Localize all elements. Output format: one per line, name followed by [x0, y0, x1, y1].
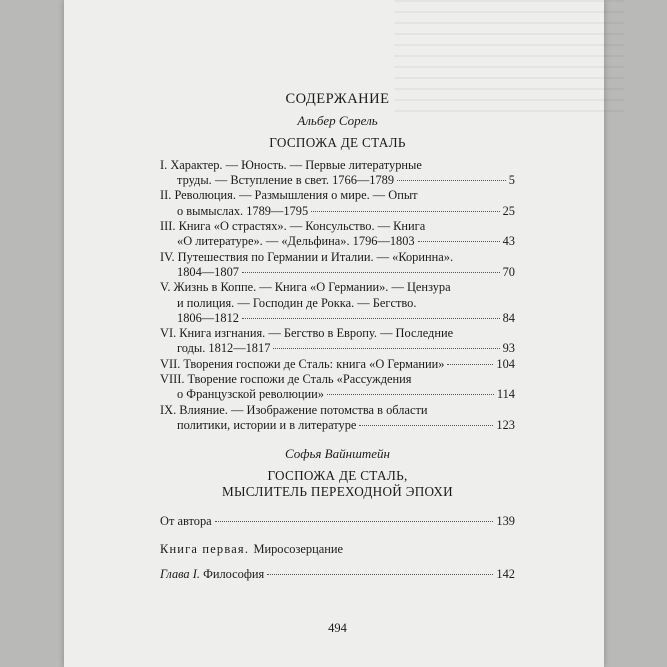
- toc-entry-last-line: «О литературе». — «Дельфина». 1796—1803: [177, 234, 415, 249]
- section2-title: [160, 468, 515, 500]
- contents-column: [160, 92, 515, 582]
- toc-entry-line: VIII. Творение госпожи де Сталь «Рассуждения: [160, 372, 412, 387]
- dot-leader: [242, 318, 500, 319]
- dot-leader: [359, 425, 493, 426]
- toc-entry[interactable]: [160, 158, 515, 189]
- toc-entry-last-line: годы. 1812—1817: [177, 341, 271, 356]
- toc-entry[interactable]: [160, 372, 515, 403]
- dot-leader: [215, 521, 494, 522]
- dot-leader: [418, 241, 500, 242]
- toc-entry[interactable]: [160, 326, 515, 357]
- chapter-page: 142: [496, 567, 515, 582]
- chapter-title: Философия: [203, 567, 265, 582]
- toc-entry-line: V. Жизнь в Коппе. — Книга «О Германии». — Цензура: [160, 280, 451, 295]
- toc-entry-last-line: о Французской революции»: [177, 387, 324, 402]
- toc-entry-page: 70: [502, 264, 515, 279]
- section2-author: Софья Вайнштейн: [284, 446, 390, 462]
- toc-entry-page: 123: [496, 417, 515, 432]
- from-author-page: 139: [496, 513, 515, 528]
- toc-entry-page: 84: [502, 310, 515, 325]
- chapter-label: Глава I.: [160, 567, 200, 582]
- toc-entry-page: 104: [496, 356, 515, 371]
- toc-entry-line: и полиция. — Господин де Рокка. — Бегство.: [177, 295, 417, 310]
- dot-leader: [397, 180, 506, 181]
- toc-entry-line: IV. Путешествия по Германии и Италии. — «Коринна».: [160, 249, 454, 264]
- toc-entry-line: IX. Влияние. — Изображение потомства в области: [160, 402, 428, 417]
- contents-heading: СОДЕРЖАНИЕ: [285, 91, 390, 107]
- section2-title-line1: ГОСПОЖА ДЕ СТАЛЬ,: [267, 467, 408, 483]
- toc-entry-last-line: о вымыслах. 1789—1795: [177, 203, 309, 218]
- toc-entry-page: 93: [502, 341, 515, 356]
- toc-entry-last-line: 1804—1807: [177, 264, 239, 279]
- section1-title: ГОСПОЖА ДЕ СТАЛЬ: [269, 134, 406, 150]
- toc-entry-last-line: VII. Творения госпожи де Сталь: книга «О Германии»: [160, 356, 445, 371]
- toc-entry-last-line: 1806—1812: [177, 310, 239, 325]
- toc-entry-page: 5: [508, 173, 515, 188]
- dot-leader: [447, 364, 493, 365]
- toc-entry-page: 25: [502, 203, 515, 218]
- toc-entry[interactable]: [160, 219, 515, 250]
- toc-entry-line: III. Книга «О страстях». — Консульство. — Книга: [160, 219, 426, 234]
- chapter-entry[interactable]: [160, 567, 515, 582]
- toc-entry-page: 43: [502, 234, 515, 249]
- section1-author: Альбер Сорель: [297, 113, 378, 129]
- from-author-entry[interactable]: [160, 514, 515, 529]
- toc-entry-line: I. Характер. — Юность. — Первые литературные: [160, 157, 422, 172]
- section1-entries: [160, 158, 515, 433]
- dot-leader: [311, 211, 499, 212]
- part-heading: [160, 542, 515, 557]
- toc-entry-last-line: труды. — Вступление в свет. 1766—1789: [177, 173, 395, 188]
- toc-entry[interactable]: [160, 403, 515, 434]
- toc-entry-line: VI. Книга изгнания. — Бегство в Европу. — Последние: [160, 326, 454, 341]
- toc-entry-line: II. Революция. — Размышления о мире. — Опыт: [160, 188, 418, 203]
- page-number: 494: [328, 621, 347, 635]
- section2-title-line2: МЫСЛИТЕЛЬ ПЕРЕХОДНОЙ ЭПОХИ: [221, 483, 454, 499]
- toc-entry[interactable]: [160, 280, 515, 326]
- dot-leader: [267, 574, 493, 575]
- toc-entry-page: 114: [496, 387, 515, 402]
- toc-entry[interactable]: [160, 188, 515, 219]
- toc-entry[interactable]: [160, 250, 515, 281]
- from-author-text: От автора: [160, 513, 212, 528]
- dot-leader: [273, 348, 499, 349]
- dot-leader: [327, 394, 494, 395]
- dot-leader: [242, 272, 500, 273]
- part-spaced-label: Книга первая.: [160, 541, 250, 556]
- part-title: Миросозерцание: [253, 541, 343, 556]
- toc-entry-last-line: политики, истории и в литературе: [177, 417, 357, 432]
- toc-entry[interactable]: [160, 357, 515, 372]
